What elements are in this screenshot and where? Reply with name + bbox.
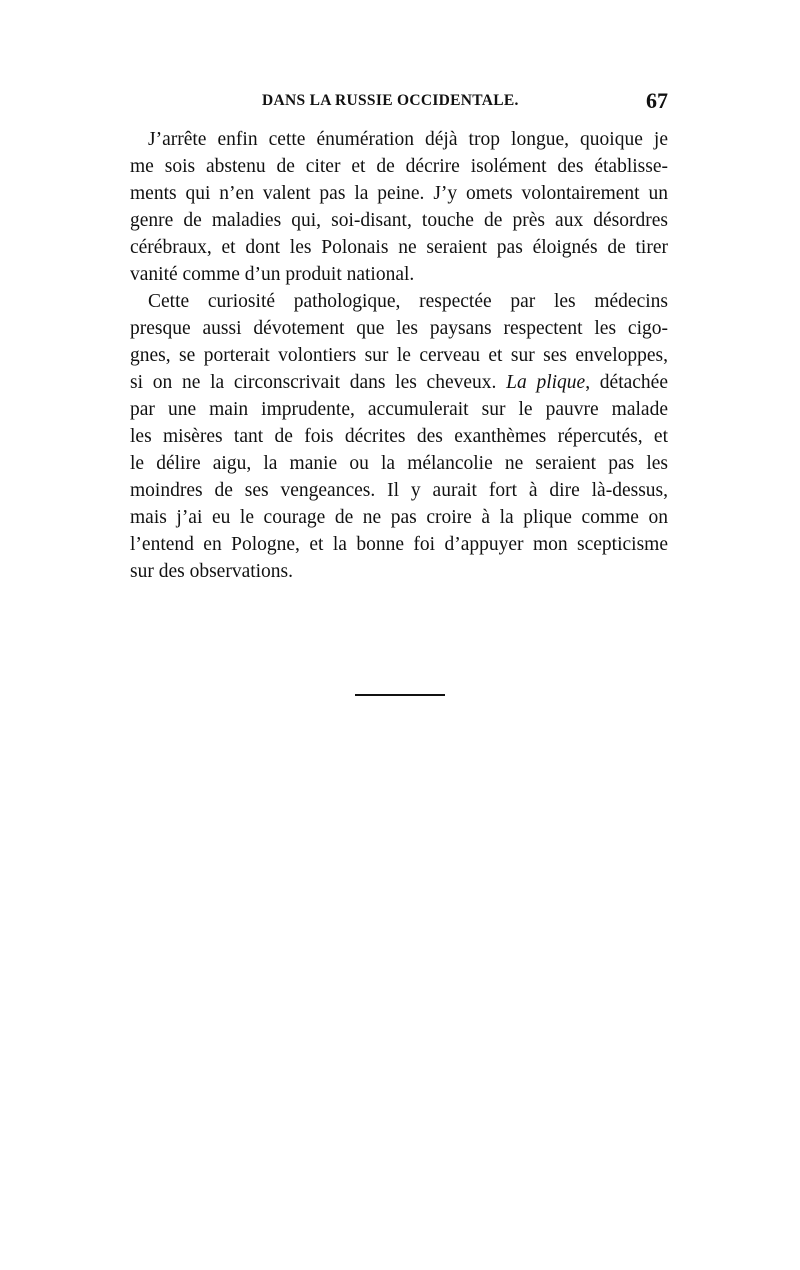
text-line: par une main imprudente, accumulerait sur le pauvre malade bbox=[130, 399, 668, 420]
body-text bbox=[130, 126, 668, 585]
text-line-with-italic bbox=[130, 369, 668, 396]
text-line: cérébraux, et dont les Polonais ne seraient pas éloignés de tirer bbox=[130, 237, 668, 258]
paragraph-2 bbox=[130, 288, 668, 585]
text-line: ments qui n’en valent pas la peine. J’y omets volontairement un bbox=[130, 183, 668, 204]
text-line: gnes, se porterait volontiers sur le cerveau et sur ses enveloppes, bbox=[130, 345, 668, 366]
running-title: DANS LA RUSSIE OCCIDENTALE. bbox=[262, 92, 519, 109]
text-line: le délire aigu, la manie ou la mélancolie ne seraient pas les bbox=[130, 453, 668, 474]
text-line: J’arrête enfin cette énumération déjà trop longue, quoique je bbox=[148, 129, 668, 150]
text-line: les misères tant de fois décrites des exanthèmes répercutés, et bbox=[130, 426, 668, 447]
text-line: moindres de ses vengeances. Il y aurait fort à dire là-dessus, bbox=[130, 480, 668, 501]
section-divider-rule bbox=[355, 694, 445, 696]
text-line: l’entend en Pologne, et la bonne foi d’appuyer mon scepticisme bbox=[130, 534, 668, 555]
text-line: me sois abstenu de citer et de décrire isolément des établisse- bbox=[130, 156, 668, 177]
text-line: presque aussi dévotement que les paysans respectent les cigo- bbox=[130, 318, 668, 339]
italic-term: La plique bbox=[506, 372, 586, 393]
text-line: mais j’ai eu le courage de ne pas croire à la plique comme on bbox=[130, 507, 668, 528]
text-line: sur des observations. bbox=[130, 561, 294, 582]
text-line: Cette curiosité pathologique, respectée par les médecins bbox=[148, 291, 668, 312]
text-segment: , détachée bbox=[585, 372, 668, 393]
running-head bbox=[130, 88, 668, 118]
page-number: 67 bbox=[646, 88, 668, 113]
text-line: vanité comme d’un produit national. bbox=[130, 264, 415, 285]
paragraph-1 bbox=[130, 126, 668, 288]
text-segment: si on ne la circonscrivait dans les cheveux. bbox=[130, 372, 507, 393]
text-line: genre de maladies qui, soi-disant, touche de près aux désordres bbox=[130, 210, 668, 231]
